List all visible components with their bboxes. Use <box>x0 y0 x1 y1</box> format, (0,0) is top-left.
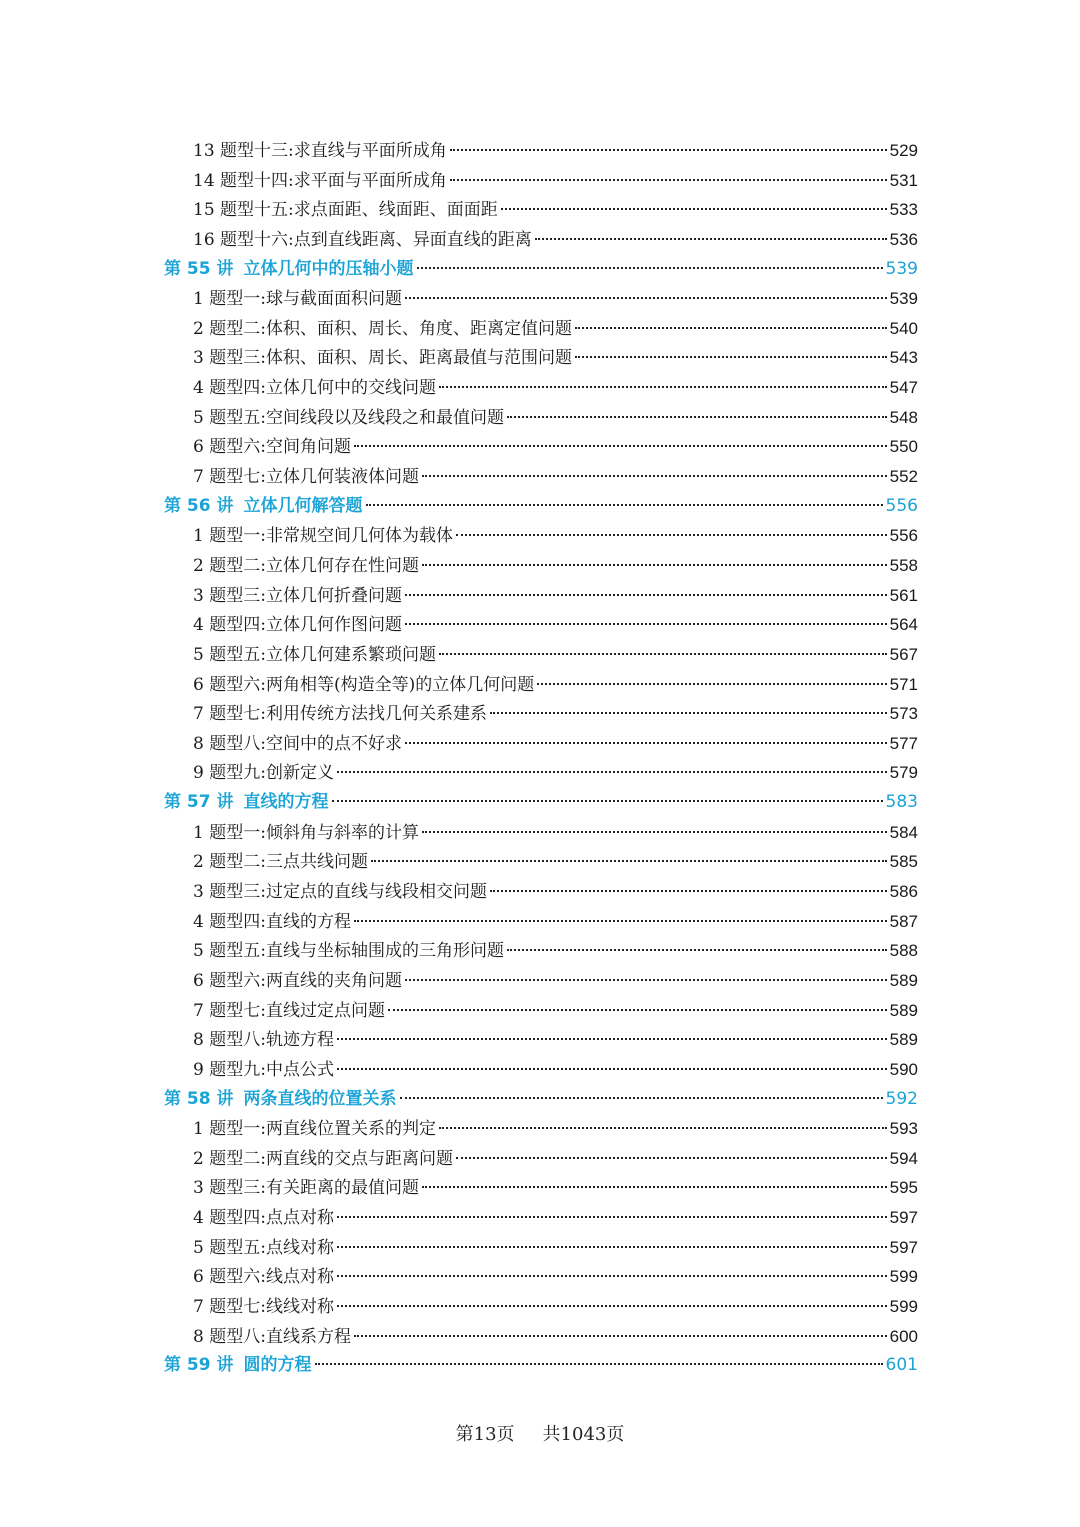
page-number: 540 <box>889 318 918 338</box>
toc-entry[interactable] <box>164 521 918 551</box>
page-number: 593 <box>889 1119 918 1139</box>
page-number: 597 <box>889 1208 918 1228</box>
dot-leader <box>405 979 887 981</box>
entry-title: 1 题型一:球与截面面积问题 <box>193 289 402 310</box>
page-number: 585 <box>889 852 918 872</box>
page-number: 552 <box>889 467 918 487</box>
page-number: 600 <box>889 1326 918 1346</box>
dot-leader <box>337 1275 887 1277</box>
page-number: 592 <box>885 1088 918 1109</box>
entry-title: 5 题型五:点线对称 <box>193 1237 334 1258</box>
lecture-heading <box>164 788 329 818</box>
lecture-number: 第 56 讲 <box>164 495 234 516</box>
toc-entry[interactable] <box>164 640 918 670</box>
page-number: 547 <box>889 378 918 398</box>
page-number: 599 <box>889 1267 918 1287</box>
dot-leader <box>337 1305 887 1307</box>
toc-entry[interactable] <box>164 314 918 344</box>
toc-entry[interactable] <box>164 818 918 848</box>
toc-entry[interactable] <box>164 284 918 314</box>
toc-entry[interactable] <box>164 1262 918 1292</box>
entry-title: 3 题型三:立体几何折叠问题 <box>193 585 402 606</box>
toc-entry[interactable] <box>164 1144 918 1174</box>
dot-leader <box>456 1157 887 1159</box>
page-number: 548 <box>889 407 918 427</box>
toc-entry[interactable] <box>164 1203 918 1233</box>
dot-leader <box>537 683 886 685</box>
toc-entry[interactable] <box>164 699 918 729</box>
page-number: 601 <box>885 1355 918 1376</box>
entry-title: 2 题型二:两直线的交点与距离问题 <box>193 1148 453 1169</box>
page-number: 556 <box>889 526 918 546</box>
table-of-contents <box>164 136 918 1381</box>
dot-leader <box>439 386 887 388</box>
lecture-heading <box>164 255 414 285</box>
page-number: 573 <box>889 704 918 724</box>
entry-title: 6 题型六:线点对称 <box>193 1267 334 1288</box>
entry-title: 7 题型七:直线过定点问题 <box>193 1000 385 1021</box>
page-number: 571 <box>889 674 918 694</box>
toc-entry[interactable] <box>164 136 918 166</box>
entry-title: 4 题型四:立体几何作图问题 <box>193 615 402 636</box>
page-number: 583 <box>885 792 918 813</box>
toc-entry[interactable] <box>164 1173 918 1203</box>
page-number: 558 <box>889 555 918 575</box>
dot-leader <box>490 890 887 892</box>
entry-title: 7 题型七:利用传统方法找几何关系建系 <box>193 704 487 725</box>
dot-leader <box>337 1216 887 1218</box>
toc-entry[interactable] <box>164 1322 918 1352</box>
toc-entry[interactable] <box>164 1025 918 1055</box>
entry-title: 15 题型十五:求点面距、线面距、面面距 <box>193 200 498 221</box>
entry-title: 6 题型六:空间角问题 <box>193 437 351 458</box>
page-number: 561 <box>889 585 918 605</box>
dot-leader <box>388 1009 887 1011</box>
entry-title: 5 题型五:立体几何建系繁琐问题 <box>193 644 436 665</box>
toc-entry[interactable] <box>164 225 918 255</box>
dot-leader <box>450 179 887 181</box>
entry-title: 14 题型十四:求平面与平面所成角 <box>193 170 447 191</box>
dot-leader <box>405 594 887 596</box>
toc-entry[interactable] <box>164 758 918 788</box>
toc-entry[interactable] <box>164 166 918 196</box>
dot-leader <box>332 800 883 802</box>
page-number: 587 <box>889 911 918 931</box>
dot-leader <box>422 475 887 477</box>
dot-leader <box>405 623 887 625</box>
dot-leader <box>422 564 887 566</box>
page-number: 550 <box>889 437 918 457</box>
page-number: 599 <box>889 1296 918 1316</box>
entry-title: 7 题型七:线线对称 <box>193 1296 334 1317</box>
dot-leader <box>535 238 887 240</box>
toc-entry[interactable] <box>164 877 918 907</box>
dot-leader <box>371 860 887 862</box>
toc-lecture-entry[interactable] <box>164 1351 918 1381</box>
dot-leader <box>354 1335 887 1337</box>
toc-entry[interactable] <box>164 907 918 937</box>
dot-leader <box>456 534 887 536</box>
page-number: 567 <box>889 644 918 664</box>
toc-entry[interactable] <box>164 610 918 640</box>
page-number: 577 <box>889 733 918 753</box>
page-number: 529 <box>889 141 918 160</box>
current-page-label: 第13页 <box>455 1424 515 1445</box>
toc-entry[interactable] <box>164 996 918 1026</box>
toc-entry[interactable] <box>164 847 918 877</box>
page-number: 595 <box>889 1178 918 1198</box>
toc-lecture-entry[interactable] <box>164 1085 918 1115</box>
lecture-title: 立体几何中的压轴小题 <box>243 258 414 279</box>
page-number: 588 <box>889 941 918 961</box>
dot-leader <box>366 504 883 506</box>
toc-lecture-entry[interactable] <box>164 255 918 285</box>
entry-title: 3 题型三:体积、面积、周长、距离最值与范围问题 <box>193 348 572 369</box>
lecture-number: 第 57 讲 <box>164 792 234 813</box>
toc-entry[interactable] <box>164 966 918 996</box>
entry-title: 2 题型二:三点共线问题 <box>193 852 368 873</box>
page-number: 590 <box>889 1059 918 1079</box>
entry-title: 9 题型九:创新定义 <box>193 763 334 784</box>
entry-title: 2 题型二:体积、面积、周长、角度、距离定值问题 <box>193 318 572 339</box>
entry-title: 6 题型六:两直线的夹角问题 <box>193 970 402 991</box>
dot-leader <box>507 949 887 951</box>
dot-leader <box>405 742 887 744</box>
dot-leader <box>354 445 887 447</box>
lecture-title: 圆的方程 <box>243 1355 312 1376</box>
dot-leader <box>337 771 887 773</box>
toc-entry[interactable] <box>164 462 918 492</box>
page-number: 543 <box>889 348 918 368</box>
toc-entry[interactable] <box>164 1114 918 1144</box>
dot-leader <box>450 149 887 151</box>
entry-title: 1 题型一:两直线位置关系的判定 <box>193 1119 436 1140</box>
entry-title: 7 题型七:立体几何装液体问题 <box>193 467 419 488</box>
lecture-heading <box>164 1085 397 1115</box>
page-number: 533 <box>889 200 918 220</box>
page-number: 579 <box>889 763 918 783</box>
dot-leader <box>400 1097 883 1099</box>
dot-leader <box>417 267 883 269</box>
entry-title: 8 题型八:空间中的点不好求 <box>193 733 402 754</box>
page-number: 584 <box>889 822 918 842</box>
dot-leader <box>439 1127 887 1129</box>
toc-lecture-entry[interactable] <box>164 788 918 818</box>
dot-leader <box>315 1363 883 1365</box>
dot-leader <box>405 297 887 299</box>
page-number: 589 <box>889 1030 918 1050</box>
toc-lecture-entry[interactable] <box>164 492 918 522</box>
dot-leader <box>337 1038 887 1040</box>
lecture-heading <box>164 1351 312 1381</box>
dot-leader <box>439 653 887 655</box>
entry-title: 1 题型一:非常规空间几何体为载体 <box>193 526 453 547</box>
dot-leader <box>354 920 887 922</box>
toc-entry[interactable] <box>164 670 918 700</box>
lecture-title: 直线的方程 <box>243 792 329 813</box>
toc-entry[interactable] <box>164 551 918 581</box>
dot-leader <box>501 208 887 210</box>
toc-entry[interactable] <box>164 1055 918 1085</box>
toc-entry[interactable] <box>164 1233 918 1263</box>
toc-entry[interactable] <box>164 936 918 966</box>
entry-title: 16 题型十六:点到直线距离、异面直线的距离 <box>193 229 532 250</box>
entry-title: 8 题型八:直线系方程 <box>193 1326 351 1347</box>
dot-leader <box>337 1068 887 1070</box>
lecture-title: 两条直线的位置关系 <box>243 1088 397 1109</box>
lecture-number: 第 55 讲 <box>164 258 234 279</box>
entry-title: 8 题型八:轨迹方程 <box>193 1030 334 1051</box>
dot-leader <box>422 1186 887 1188</box>
toc-entry[interactable] <box>164 373 918 403</box>
entry-title: 4 题型四:立体几何中的交线问题 <box>193 378 436 399</box>
entry-title: 5 题型五:空间线段以及线段之和最值问题 <box>193 407 504 428</box>
page-number: 539 <box>889 289 918 309</box>
dot-leader <box>422 831 887 833</box>
lecture-number: 第 58 讲 <box>164 1088 234 1109</box>
entry-title: 4 题型四:点点对称 <box>193 1208 334 1229</box>
dot-leader <box>507 416 887 418</box>
page-number: 556 <box>885 495 918 516</box>
dot-leader <box>490 712 887 714</box>
toc-entry[interactable] <box>164 729 918 759</box>
lecture-heading <box>164 492 363 522</box>
entry-title: 2 题型二:立体几何存在性问题 <box>193 555 419 576</box>
page-footer <box>0 1420 1080 1446</box>
entry-title: 5 题型五:直线与坐标轴围成的三角形问题 <box>193 941 504 962</box>
lecture-number: 第 59 讲 <box>164 1355 234 1376</box>
entry-title: 3 题型三:过定点的直线与线段相交问题 <box>193 882 487 903</box>
total-pages-label: 共1043页 <box>542 1424 625 1445</box>
entry-title: 1 题型一:倾斜角与斜率的计算 <box>193 822 419 843</box>
toc-entry[interactable] <box>164 581 918 611</box>
entry-title: 3 题型三:有关距离的最值问题 <box>193 1178 419 1199</box>
page-number: 589 <box>889 1000 918 1020</box>
dot-leader <box>575 327 887 329</box>
entry-title: 6 题型六:两角相等(构造全等)的立体几何问题 <box>193 674 535 695</box>
toc-entry[interactable] <box>164 195 918 225</box>
page-number: 586 <box>889 882 918 902</box>
page-number: 597 <box>889 1237 918 1257</box>
dot-leader <box>337 1246 887 1248</box>
entry-title: 4 题型四:直线的方程 <box>193 911 351 932</box>
page-number: 536 <box>889 229 918 249</box>
toc-entry[interactable] <box>164 1292 918 1322</box>
toc-entry[interactable] <box>164 403 918 433</box>
dot-leader <box>575 356 887 358</box>
entry-title: 9 题型九:中点公式 <box>193 1059 334 1080</box>
page-number: 564 <box>889 615 918 635</box>
page-number: 531 <box>889 170 918 190</box>
page-number: 589 <box>889 970 918 990</box>
toc-entry[interactable] <box>164 343 918 373</box>
page-number: 594 <box>889 1148 918 1168</box>
page-number: 539 <box>885 258 918 279</box>
toc-entry[interactable] <box>164 432 918 462</box>
lecture-title: 立体几何解答题 <box>243 495 363 516</box>
entry-title: 13 题型十三:求直线与平面所成角 <box>193 141 447 161</box>
